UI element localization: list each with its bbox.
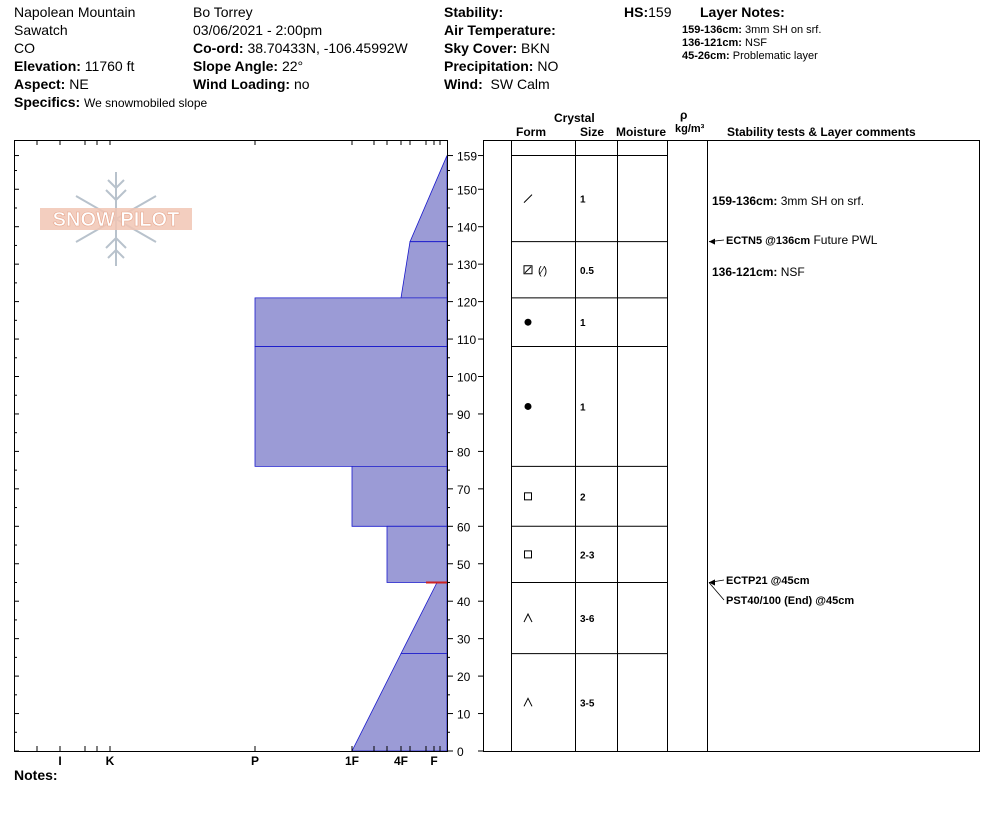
hs-value: 159 bbox=[648, 4, 672, 20]
rounded-grain-icon bbox=[525, 403, 532, 410]
layer-comment-text: 3mm SH on srf. bbox=[777, 194, 865, 208]
layer-note-text: NSF bbox=[745, 37, 767, 49]
hardness-layer bbox=[387, 526, 447, 582]
crystal-size: 2 bbox=[580, 492, 586, 504]
depth-tick-label: 40 bbox=[457, 595, 471, 610]
crystal-size: 1 bbox=[580, 318, 586, 330]
layer-note-text: Problematic layer bbox=[732, 50, 818, 62]
depth-tick-label: 150 bbox=[457, 183, 478, 198]
crystal-size: 1 bbox=[580, 194, 586, 206]
stability-test-label: ECTN5 @136cm bbox=[726, 235, 811, 247]
depth-tick-label: 30 bbox=[457, 632, 471, 647]
stability-test-label: ECTP21 @45cm bbox=[726, 575, 810, 587]
surface-hoar-icon bbox=[524, 195, 532, 203]
layer-comment-text: NSF bbox=[777, 265, 805, 279]
slope-label: Slope Angle: bbox=[193, 58, 279, 74]
layer-comment-range: 159-136cm: bbox=[712, 194, 778, 208]
stability-test bbox=[726, 595, 854, 607]
depth-tick-label: 0 bbox=[457, 745, 464, 759]
sky-cover-label: Sky Cover: bbox=[444, 40, 518, 56]
air-temperature-label: Air Temperature: bbox=[444, 22, 556, 38]
hs-label: HS: bbox=[624, 4, 649, 20]
layer-comment-range: 136-121cm: bbox=[712, 265, 778, 279]
hardness-tick-label: 1F bbox=[344, 754, 360, 768]
depth-tick-label: 60 bbox=[457, 520, 471, 535]
stability-test bbox=[726, 575, 810, 587]
wind-label: Wind: bbox=[444, 76, 483, 92]
stability-test-note: Future PWL bbox=[810, 233, 878, 247]
density-rho-header: ρ bbox=[680, 108, 688, 122]
layers-table-frame bbox=[484, 141, 980, 752]
arrow-icon bbox=[709, 579, 715, 585]
form-header: Form bbox=[516, 125, 546, 139]
layer-notes-label: Layer Notes: bbox=[700, 4, 785, 20]
precipitation-value: NO bbox=[537, 58, 559, 74]
density-unit-header: kg/m³ bbox=[675, 123, 705, 135]
elevation-value: 11760 ft bbox=[84, 58, 135, 74]
hardness-layer bbox=[401, 242, 447, 298]
hardness-tick-label: K bbox=[105, 754, 115, 768]
depth-tick-label: 90 bbox=[457, 407, 471, 422]
arrow-icon bbox=[709, 239, 715, 245]
comments-header: Stability tests & Layer comments bbox=[727, 125, 916, 139]
depth-tick-label: 130 bbox=[457, 258, 478, 273]
size-header: Size bbox=[580, 125, 605, 139]
moisture-header: Moisture bbox=[616, 125, 667, 139]
hardness-tick-label: F bbox=[430, 754, 438, 768]
crystal-header: Crystal bbox=[554, 111, 595, 125]
layer-comment bbox=[712, 265, 805, 279]
depth-tick-label: 100 bbox=[457, 370, 478, 385]
specifics-value: We snowmobiled slope bbox=[84, 96, 208, 110]
depth-tick-label: 20 bbox=[457, 670, 471, 685]
crystal-size: 2-3 bbox=[580, 550, 595, 562]
mountain-range: Sawatch bbox=[14, 22, 68, 38]
test-leader-line bbox=[709, 582, 724, 600]
aspect-value: NE bbox=[69, 76, 89, 92]
layer-note-text: 3mm SH on srf. bbox=[745, 24, 822, 36]
depth-tick-label: 10 bbox=[457, 707, 471, 722]
stability-test bbox=[726, 233, 878, 247]
datetime: 03/06/2021 - 2:00pm bbox=[193, 22, 323, 38]
crystal-size: 3-5 bbox=[580, 698, 595, 710]
specifics-label: Specifics: bbox=[14, 94, 81, 110]
logo-text: SNOW PILOT bbox=[52, 209, 180, 231]
hardness-layer bbox=[401, 582, 447, 653]
hardness-tick-label: I bbox=[58, 754, 62, 768]
layer-note-range: 45-26cm: bbox=[682, 50, 730, 62]
hardness-layer bbox=[255, 347, 447, 467]
crystal-size: 3-6 bbox=[580, 614, 595, 626]
secondary-form-icon: (⁄) bbox=[538, 264, 548, 277]
stability-test-label: PST40/100 (End) @45cm bbox=[726, 595, 855, 607]
depth-tick-label: 120 bbox=[457, 295, 478, 310]
stability-label: Stability: bbox=[444, 4, 504, 20]
slope-value: 22° bbox=[281, 58, 304, 74]
depth-tick-label: 70 bbox=[457, 482, 471, 497]
rounded-grain-icon bbox=[525, 319, 532, 326]
hardness-layer bbox=[410, 156, 447, 242]
surface-hoar-icon bbox=[525, 267, 531, 273]
hardness-layer bbox=[352, 654, 447, 751]
hardness-tick-label: 4F bbox=[393, 754, 409, 768]
depth-tick-label: 140 bbox=[457, 220, 478, 235]
wind-value: SW Calm bbox=[490, 76, 550, 92]
precipitation-label: Precipitation: bbox=[444, 58, 534, 74]
location-name: Napolean Mountain bbox=[14, 4, 136, 20]
layer-note-range: 136-121cm: bbox=[682, 37, 742, 49]
faceted-icon bbox=[525, 551, 532, 558]
aspect-label: Aspect: bbox=[14, 76, 66, 92]
observer: Bo Torrey bbox=[193, 4, 253, 20]
wind-loading-label: Wind Loading: bbox=[193, 76, 291, 92]
hardness-tick-label: P bbox=[250, 754, 260, 768]
depth-tick-label: 110 bbox=[457, 333, 477, 348]
depth-tick-label: 159 bbox=[457, 149, 478, 164]
coord-value: 38.70433N, -106.45992W bbox=[247, 40, 408, 56]
state: CO bbox=[14, 40, 35, 56]
coord-label: Co-ord: bbox=[193, 40, 244, 56]
sky-cover-value: BKN bbox=[521, 40, 550, 56]
layer-note-range: 159-136cm: bbox=[682, 24, 742, 36]
notes-label: Notes: bbox=[14, 767, 58, 783]
layer-comment bbox=[712, 194, 864, 208]
elevation-label: Elevation: bbox=[14, 58, 81, 74]
crystal-size: 1 bbox=[580, 402, 586, 414]
depth-tick-label: 80 bbox=[457, 445, 471, 460]
depth-hoar-icon bbox=[524, 614, 532, 622]
hardness-layer bbox=[352, 466, 447, 526]
hardness-layer bbox=[255, 298, 447, 347]
depth-tick-label: 50 bbox=[457, 557, 471, 572]
wind-loading-value: no bbox=[293, 76, 310, 92]
faceted-icon bbox=[525, 493, 532, 500]
depth-hoar-icon bbox=[524, 698, 532, 706]
crystal-size: 0.5 bbox=[580, 265, 594, 277]
